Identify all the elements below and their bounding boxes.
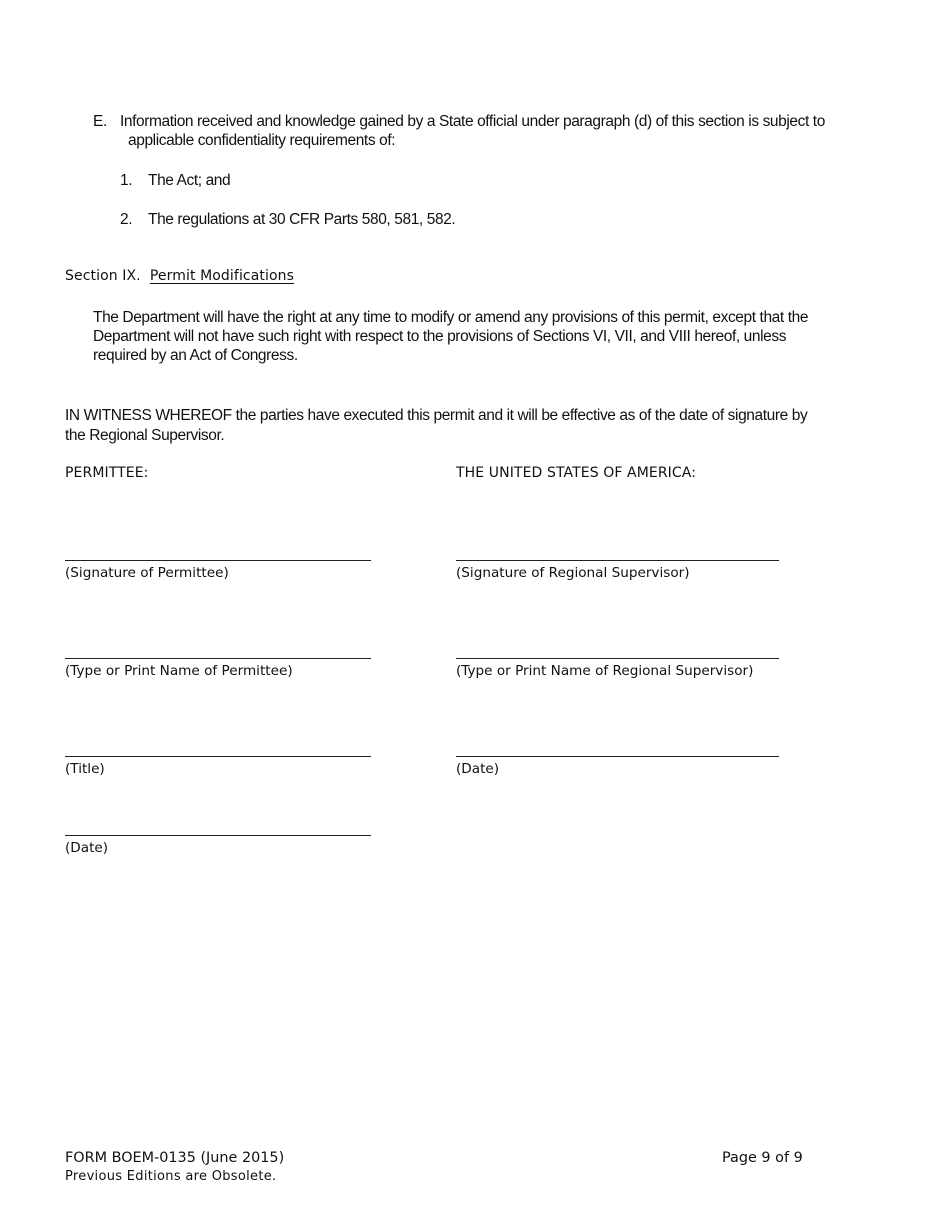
permittee-name-line xyxy=(65,658,371,659)
permittee-name-caption: (Type or Print Name of Permittee) xyxy=(65,663,293,679)
permittee-date-caption: (Date) xyxy=(65,840,109,856)
section-ix-line-3: required by an Act of Congress. xyxy=(93,347,298,364)
permittee-signature-caption: (Signature of Permittee) xyxy=(65,565,229,581)
section-prefix: Section IX. xyxy=(65,268,141,284)
section-heading xyxy=(65,268,294,284)
supervisor-date-caption: (Date) xyxy=(456,761,500,777)
footer-form-id: FORM BOEM-0135 (June 2015) xyxy=(65,1150,285,1166)
witness-line-2: the Regional Supervisor. xyxy=(65,427,225,444)
witness-line-1: IN WITNESS WHEREOF the parties have executed this permit and it will be effective as of the date of signature by xyxy=(65,407,808,424)
paragraph-e-line-1: Information received and knowledge gained by a State official under paragraph (d) of this section is subject to xyxy=(120,113,825,130)
permittee-signature-line xyxy=(65,560,371,561)
section-ix-line-2: Department will not have such right with respect to the provisions of Sections VI, VII, and VIII hereof, unless xyxy=(93,328,787,345)
paragraph-e-marker: E. xyxy=(93,113,107,130)
permittee-title-caption: (Title) xyxy=(65,761,105,777)
supervisor-signature-caption: (Signature of Regional Supervisor) xyxy=(456,565,690,581)
permittee-date-line xyxy=(65,835,371,836)
permittee-title-line xyxy=(65,756,371,757)
section-ix-line-1: The Department will have the right at any time to modify or amend any provisions of this permit, except that the xyxy=(93,309,809,326)
list-item-number: 1. xyxy=(120,172,133,189)
paragraph-e-line-2: applicable confidentiality requirements of: xyxy=(128,132,396,149)
footer-page-number: Page 9 of 9 xyxy=(722,1150,803,1166)
supervisor-date-line xyxy=(456,756,779,757)
footer-editions-note: Previous Editions are Obsolete. xyxy=(65,1169,277,1184)
list-item-text: The Act; and xyxy=(148,172,231,189)
list-item-text: The regulations at 30 CFR Parts 580, 581, 582. xyxy=(148,211,456,228)
supervisor-name-caption: (Type or Print Name of Regional Supervisor) xyxy=(456,663,754,679)
list-item-number: 2. xyxy=(120,211,133,228)
supervisor-signature-line xyxy=(456,560,779,561)
supervisor-name-line xyxy=(456,658,779,659)
usa-heading: THE UNITED STATES OF AMERICA: xyxy=(456,465,697,481)
section-title: Permit Modifications xyxy=(149,268,295,284)
permittee-heading: PERMITTEE: xyxy=(65,465,149,481)
